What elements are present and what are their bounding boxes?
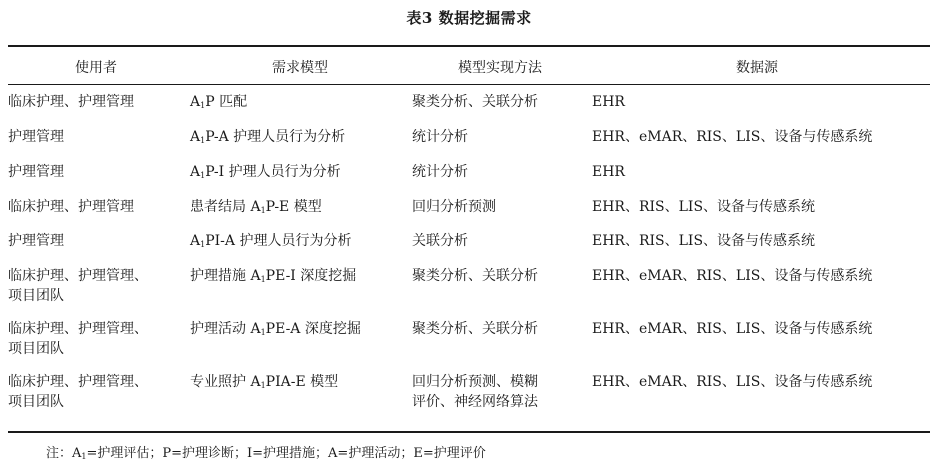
cell-source: EHR、RIS、LIS、设备与传感系统 bbox=[592, 199, 816, 215]
model-subscript: 1 bbox=[200, 136, 206, 145]
model-a: A bbox=[190, 94, 201, 110]
model-a: A bbox=[190, 233, 201, 249]
cell-user bbox=[8, 162, 64, 182]
top-rule bbox=[8, 45, 930, 47]
cell-method-line: 聚类分析、关联分析 bbox=[412, 321, 538, 337]
model-subscript: 1 bbox=[200, 101, 206, 110]
model-subscript: 1 bbox=[260, 381, 266, 390]
cell-source: EHR、eMAR、RIS、LIS、设备与传感系统 bbox=[592, 129, 873, 145]
cell-user bbox=[8, 231, 64, 251]
model-prefix: 护理活动 bbox=[190, 321, 251, 337]
cell-user-line: 护理管理 bbox=[8, 233, 64, 249]
model-suffix: PE-I 深度挖掘 bbox=[265, 268, 357, 284]
cell-model bbox=[190, 197, 322, 221]
model-suffix: P-A 护理人员行为分析 bbox=[205, 129, 346, 145]
cell-method bbox=[412, 266, 538, 286]
cell-model bbox=[190, 127, 345, 151]
cell-source: EHR、RIS、LIS、设备与传感系统 bbox=[592, 233, 816, 249]
model-suffix: P-I 护理人员行为分析 bbox=[205, 164, 341, 180]
cell-source: EHR bbox=[592, 94, 625, 110]
model-a: A bbox=[190, 164, 201, 180]
model-subscript: 1 bbox=[260, 206, 266, 215]
cell-user-line: 临床护理、护理管理、 bbox=[8, 321, 148, 337]
cell-source: EHR、eMAR、RIS、LIS、设备与传感系统 bbox=[592, 268, 873, 284]
model-subscript: 1 bbox=[200, 240, 206, 249]
cell-method bbox=[412, 319, 538, 339]
model-prefix: 护理措施 bbox=[190, 268, 251, 284]
header-model: 需求模型 bbox=[272, 60, 328, 76]
cell-user-line: 临床护理、护理管理 bbox=[8, 199, 134, 215]
cell-user-line: 临床护理、护理管理、 bbox=[8, 374, 148, 390]
cell-method-line: 聚类分析、关联分析 bbox=[412, 268, 538, 284]
cell-user bbox=[8, 92, 134, 112]
cell-user-line: 护理管理 bbox=[8, 129, 64, 145]
model-suffix: PE-A 深度挖掘 bbox=[265, 321, 361, 337]
model-a: A bbox=[250, 199, 261, 215]
cell-source: EHR、eMAR、RIS、LIS、设备与传感系统 bbox=[592, 374, 873, 390]
cell-user-line: 临床护理、护理管理、 bbox=[8, 268, 148, 284]
cell-method-line: 统计分析 bbox=[412, 129, 468, 145]
cell-source: EHR、eMAR、RIS、LIS、设备与传感系统 bbox=[592, 321, 873, 337]
cell-method-line: 聚类分析、关联分析 bbox=[412, 94, 538, 110]
cell-user-line: 护理管理 bbox=[8, 164, 64, 180]
header-source: 数据源 bbox=[736, 60, 778, 76]
cell-method-line: 关联分析 bbox=[412, 233, 468, 249]
cell-user-line: 项目团队 bbox=[8, 288, 64, 304]
model-suffix: P 匹配 bbox=[205, 94, 248, 110]
model-prefix: 专业照护 bbox=[190, 374, 251, 390]
cell-model bbox=[190, 162, 341, 186]
cell-user-line: 项目团队 bbox=[8, 394, 64, 410]
model-a: A bbox=[250, 321, 261, 337]
table-title: 表3 数据挖掘需求 bbox=[406, 9, 532, 27]
note-text: =护理评估；P=护理诊断；I=护理措施；A=护理活动；E=护理评价 bbox=[86, 446, 486, 461]
cell-model bbox=[190, 231, 351, 255]
note-prefix: 注：A bbox=[46, 446, 82, 461]
bottom-rule bbox=[8, 431, 930, 433]
model-suffix: PIA-E 模型 bbox=[265, 374, 339, 390]
cell-user bbox=[8, 319, 148, 359]
cell-method bbox=[412, 197, 496, 217]
cell-method bbox=[412, 372, 538, 412]
cell-method-line: 回归分析预测、模糊 bbox=[412, 374, 538, 390]
cell-method-line: 统计分析 bbox=[412, 164, 468, 180]
cell-user bbox=[8, 197, 134, 217]
table-note bbox=[46, 442, 486, 461]
cell-user bbox=[8, 266, 148, 306]
cell-user-line: 临床护理、护理管理 bbox=[8, 94, 134, 110]
header-method: 模型实现方法 bbox=[458, 60, 542, 76]
cell-method bbox=[412, 162, 468, 182]
cell-method bbox=[412, 231, 468, 251]
cell-method-line: 评价、神经网络算法 bbox=[412, 394, 538, 410]
header-user: 使用者 bbox=[75, 60, 117, 76]
cell-user bbox=[8, 127, 64, 147]
cell-model bbox=[190, 372, 338, 396]
cell-model bbox=[190, 266, 356, 290]
model-suffix: PI-A 护理人员行为分析 bbox=[205, 233, 352, 249]
model-a: A bbox=[190, 129, 201, 145]
model-subscript: 1 bbox=[260, 328, 266, 337]
model-subscript: 1 bbox=[200, 171, 206, 180]
cell-method bbox=[412, 92, 538, 112]
cell-model bbox=[190, 319, 361, 343]
model-a: A bbox=[250, 374, 261, 390]
note-subscript: 1 bbox=[81, 452, 87, 461]
model-subscript: 1 bbox=[260, 275, 266, 284]
model-a: A bbox=[250, 268, 261, 284]
cell-user bbox=[8, 372, 148, 412]
header-rule bbox=[8, 84, 930, 85]
cell-user-line: 项目团队 bbox=[8, 341, 64, 357]
cell-method bbox=[412, 127, 468, 147]
model-prefix: 患者结局 bbox=[190, 199, 251, 215]
cell-method-line: 回归分析预测 bbox=[412, 199, 496, 215]
cell-source: EHR bbox=[592, 164, 625, 180]
model-suffix: P-E 模型 bbox=[265, 199, 322, 215]
cell-model bbox=[190, 92, 247, 116]
